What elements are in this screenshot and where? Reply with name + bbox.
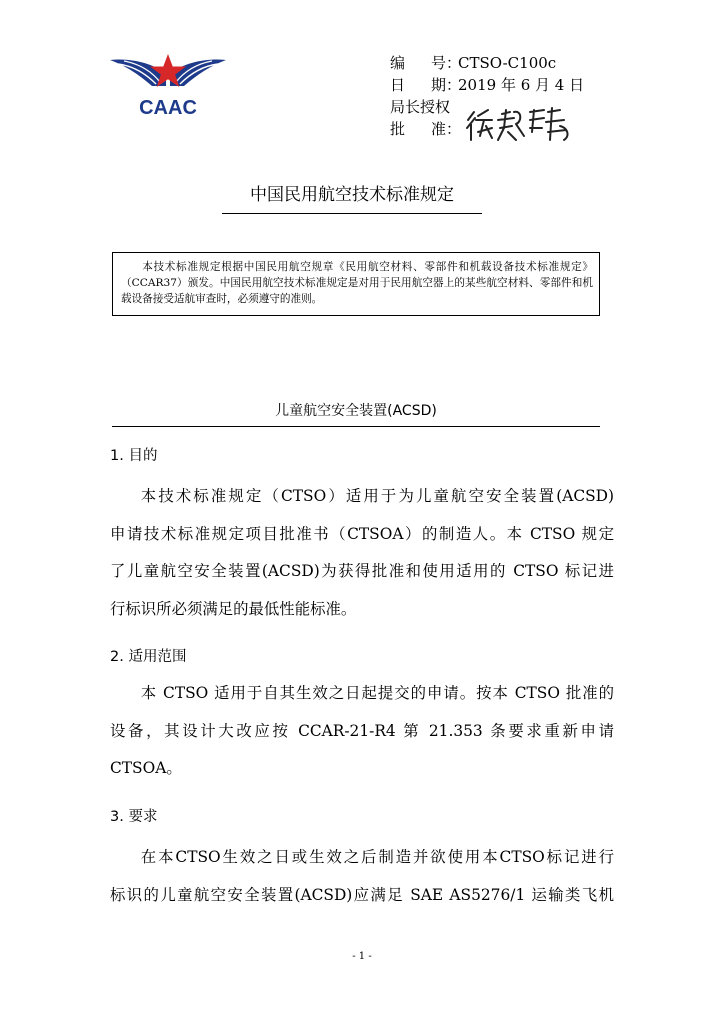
signature-image [464,106,576,144]
logo-text: CAAC [139,97,197,119]
section-heading-scope: 2. 适用范围 [110,649,187,665]
notice-text: 本技术标准规定根据中国民用航空规章《民用航空材料、零部件和机载设备技术标准规定》（CCAR37）颁发。中国民用航空技术标准规定是对用于民用航空器上的某些航空材料、零部件和机载设备接受适航审查时，必须遵守的准则。 [121,261,593,305]
number-row: 编 号 ： CTSO-C100c [390,54,557,72]
paragraph-line: 本 CTSO 适用于自其生效之日起提交的申请。按本 CTSO 批准的 [140,684,614,702]
date-label: 日 期 [390,76,446,94]
paragraph-line: 在本CTSO生效之日或生效之后制造并欲使用本CTSO标记进行 [140,848,614,866]
document-subtitle: 儿童航空安全装置(ACSD) [275,403,437,419]
date-value: 2019 年 6 月 4 日 [458,76,585,94]
section-body-requirements [110,839,614,914]
paragraph-line: 本技术标准规定（CTSO）适用于为儿童航空安全装置(ACSD) [140,487,614,505]
paragraph-line: 行标识所必须满足的最低性能标准。 [110,599,357,618]
approval-label: 批 准 [390,120,446,138]
section-body-purpose [110,478,614,628]
document-meta [390,52,584,140]
approval-row: 批 准 ： [390,118,584,140]
section-body-scope [110,675,614,788]
caac-logo [108,52,228,122]
section-heading-requirements: 3. 要求 [110,809,158,825]
paragraph-line: 标识的儿童航空安全装置(ACSD)应满足 SAE AS5276/1 运输类飞机 [110,885,614,904]
page-number: - 1 - [352,951,372,962]
document-title: 中国民用航空技术标准规定 [250,185,454,205]
paragraph-line: 了儿童航空安全装置(ACSD)为获得批准和使用适用的 CTSO 标记进 [110,562,614,580]
paragraph-line: 申请技术标准规定项目批准书（CTSOA）的制造人。本 CTSO 规定 [110,524,614,543]
notice-box [112,252,600,316]
number-value: CTSO-C100c [458,54,557,72]
date-row: 日 期 ： 2019 年 6 月 4 日 [390,76,585,94]
paragraph-line: 设备，其设计大改应按 CCAR-21-R4 第 21.353 条要求重新申请 [110,721,614,740]
section-heading-purpose: 1. 目的 [110,448,158,464]
number-label: 编 号 [390,54,446,72]
title-underline [222,213,482,214]
paragraph-line: CTSOA。 [110,759,182,777]
subtitle-underline [112,426,600,427]
authorization-label: 局长授权 [390,98,451,116]
